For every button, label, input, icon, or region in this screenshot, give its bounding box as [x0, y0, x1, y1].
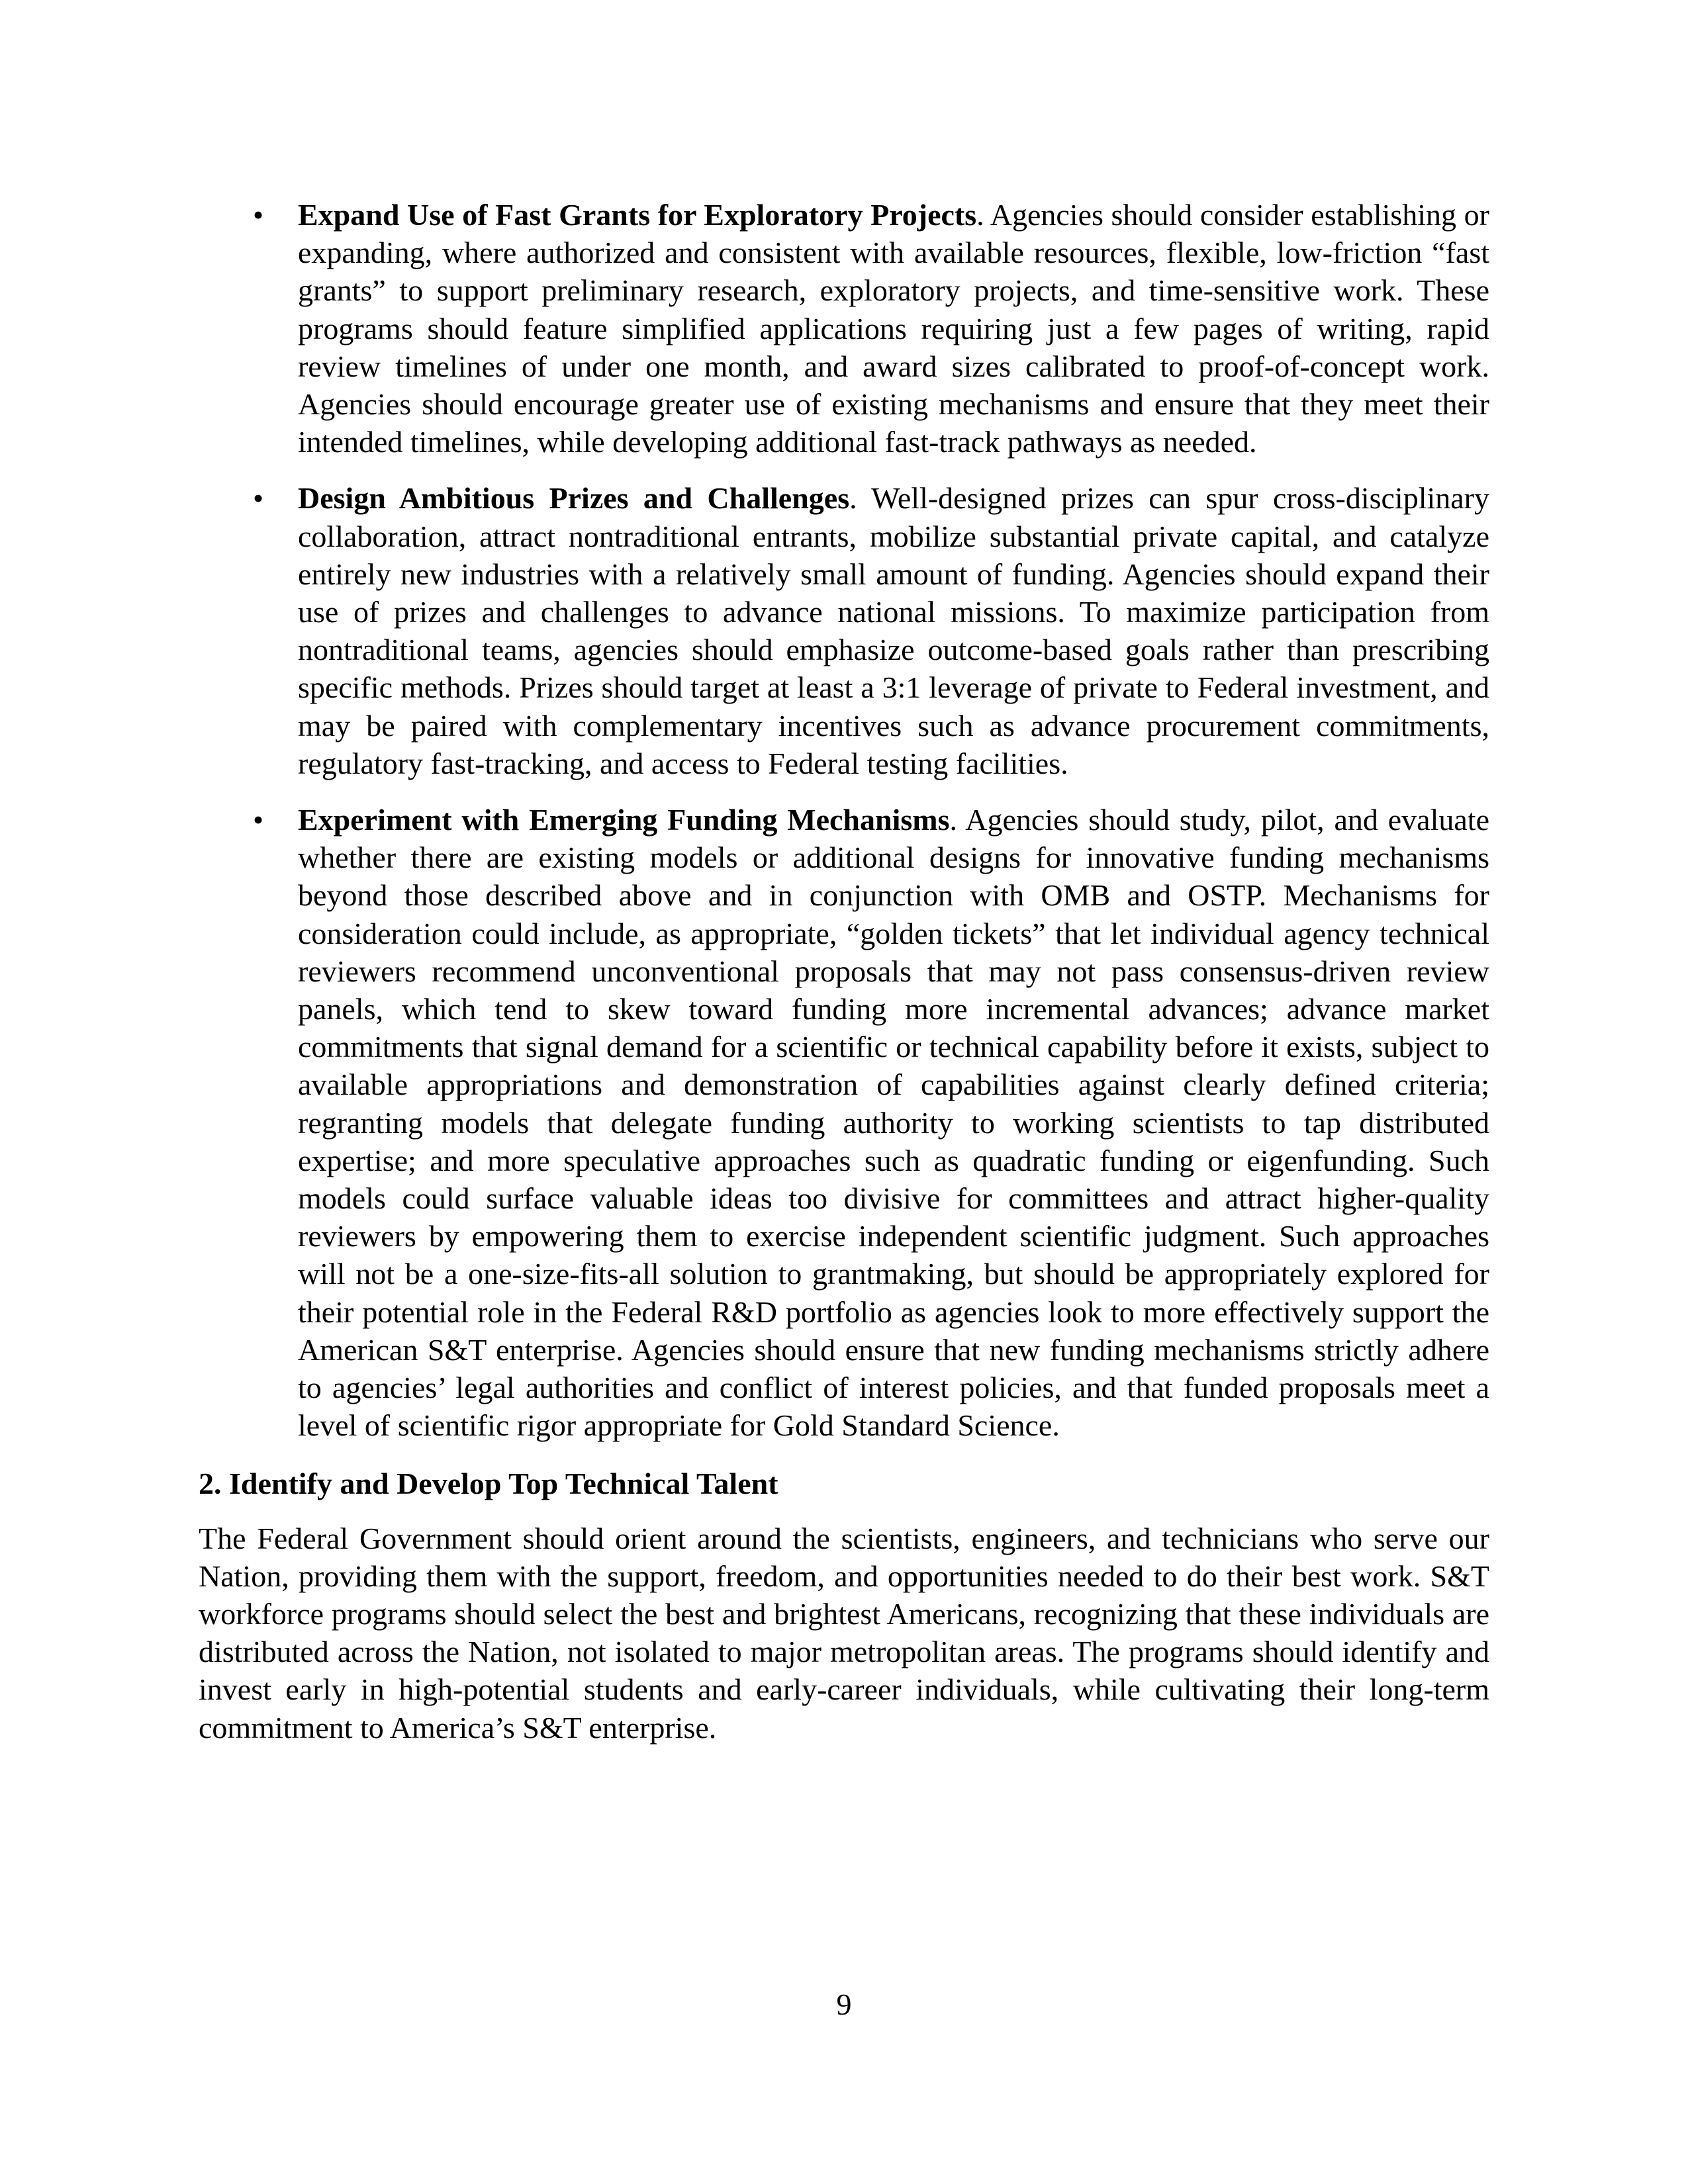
section-paragraph: The Federal Government should orient around the scientists, engineers, and technicians who serve our Nation, providing them with the support, freedom, and opportunities needed to do their best work. S&T workforce programs should select the best and brightest Americans, recognizing that these individuals are distributed across the Nation, not isolated to major metropolitan areas. The programs should identify and invest early in high-potential students and early-career individuals, while cultivating their long-term commitment to America’s S&T enterprise. — [199, 1521, 1489, 1745]
list-item-emerging-mechanisms — [199, 801, 1489, 1444]
recommendation-list — [199, 196, 1489, 1445]
bullet-text: . Agencies should consider establishing or expanding, where authorized and consistent with available resources, flexible, low-friction “fast grants” to support preliminary research, exploratory projects, and time-sensitive work. These programs should feature simplified applications requiring just a few pages of writing, rapid review timelines of under one month, and award sizes calibrated to proof-of-concept work. Agencies should encourage greater use of existing mechanisms and ensure that they meet their intended timelines, while developing additional fast-track pathways as needed. — [298, 198, 1489, 459]
page-content — [199, 196, 1489, 1747]
list-item-prizes-challenges — [199, 479, 1489, 782]
bullet-title: Design Ambitious Prizes and Challenges — [298, 481, 850, 516]
bullet-text: . Agencies should study, pilot, and evaluate whether there are existing models or additional designs for innovative funding mechanisms beyond those described above and in conjunction with OMB and OSTP. Mechanisms for consideration could include, as appropriate, “golden tickets” that let individual agency technical reviewers recommend unconventional proposals that may not pass consensus-driven review panels, which tend to skew toward funding more incremental advances; advance market commitments that signal demand for a scientific or technical capability before it exists, subject to available appropriations and demonstration of capabilities against clearly defined criteria; regranting models that delegate funding authority to working scientists to tap distributed expertise; and more speculative approaches such as quadratic funding or eigenfunding. Such models could surface valuable ideas too divisive for committees and attract higher-quality reviewers by empowering them to exercise independent scientific judgment. Such approaches will not be a one-size-fits-all solution to grantmaking, but should be appropriately explored for their potential role in the Federal R&D portfolio as agencies look to more effectively support the American S&T enterprise. Agencies should ensure that new funding mechanisms strictly adhere to agencies’ legal authorities and conflict of interest policies, and that funded proposals meet a level of scientific rigor appropriate for Gold Standard Science. — [298, 803, 1489, 1443]
bullet-icon: • — [252, 481, 264, 516]
bullet-icon: • — [252, 198, 264, 232]
bullet-title: Expand Use of Fast Grants for Exploratory Projects — [298, 198, 977, 232]
section-heading: 2. Identify and Develop Top Technical Talent — [199, 1466, 778, 1500]
page-number: 9 — [836, 1987, 852, 2021]
bullet-icon: • — [252, 803, 264, 837]
bullet-text: . Well-designed prizes can spur cross-disciplinary collaboration, attract nontraditional entrants, mobilize substantial private capital, and catalyze entirely new industries with a relatively small amount of funding. Agencies should expand their use of prizes and challenges to advance national missions. To maximize participation from nontraditional teams, agencies should emphasize outcome-based goals rather than prescribing specific methods. Prizes should target at least a 3:1 leverage of private to Federal investment, and may be paired with complementary incentives such as advance procurement commitments, regulatory fast-tracking, and access to Federal testing facilities. — [298, 481, 1489, 780]
list-item-fast-grants — [199, 196, 1489, 461]
bullet-title: Experiment with Emerging Funding Mechanisms — [298, 803, 950, 837]
